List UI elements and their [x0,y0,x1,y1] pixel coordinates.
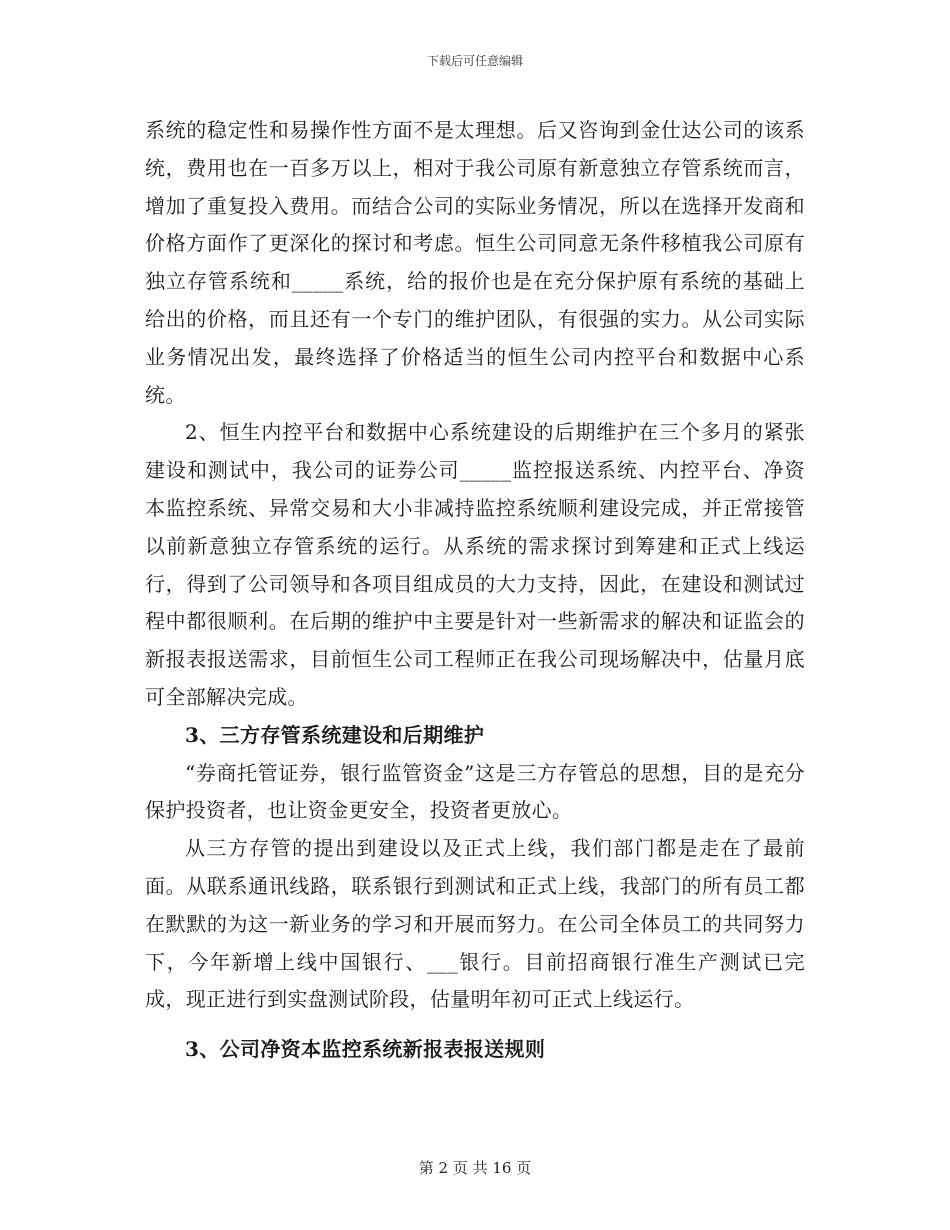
paragraph-depository-principle: “券商托管证券，银行监管资金”这是三方存管总的思想，目的是充分保护投资者，也让资金更安全，投资者更放心。 [145,760,805,823]
section-heading-third-party-depository: 3、三方存管系统建设和后期维护 [185,722,485,747]
page-header: 下载后可任意编辑 [426,54,523,68]
paragraph-internal-control-platform: 2、恒生内控平台和数据中心系统建设的后期维护在三个多月的紧张建设和测试中，我公司的证券公司_____监控报送系统、内控平台、净资本监控系统、异常交易和大小非减持监控系统顺利建设完成，并正常接管以前新意独立存管系统的运行。从系统的需求探讨到筹建和正式上线运行，得到了公司领导和各项目组成员的大力支持，因此，在建设和测试过程中都很顺利。在后期的维护中主要是针对一些新需求的解决和证监会的新报表报送需求，目前恒生公司工程师正在我公司现场解决中，估量月底可全部解决完成。 [145,420,805,709]
section-heading-net-capital-report: 3、公司净资本监控系统新报表报送规则 [185,1037,546,1062]
document-body [145,112,805,1069]
page-footer: 第 2 页 共 16 页 [418,1159,532,1177]
paragraph-depository-progress: 从三方存管的提出到建设以及正式上线，我们部门都是走在了最前面。从联系通讯线路，联系银行到测试和正式上线，我部门的所有员工都在默默的为这一新业务的学习和开展而努力。在公司全体员工的共同努力下，今年新增上线中国银行、___银行。目前招商银行准生产测试已完成，现正进行到实盘测试阶段，估量明年初可正式上线运行。 [145,836,805,1012]
paragraph-system-selection: 系统的稳定性和易操作性方面不是太理想。后又咨询到金仕达公司的该系统，费用也在一百多万以上，相对于我公司原有新意独立存管系统而言，增加了重复投入费用。而结合公司的实际业务情况，所以在选择开发商和价格方面作了更深化的探讨和考虑。恒生公司同意无条件移植我公司原有独立存管系统和_____系统，给的报价也是在充分保护原有系统的基础上给出的价格，而且还有一个专门的维护团队，有很强的实力。从公司实际业务情况出发，最终选择了价格适当的恒生公司内控平台和数据中心系统。 [145,118,805,407]
